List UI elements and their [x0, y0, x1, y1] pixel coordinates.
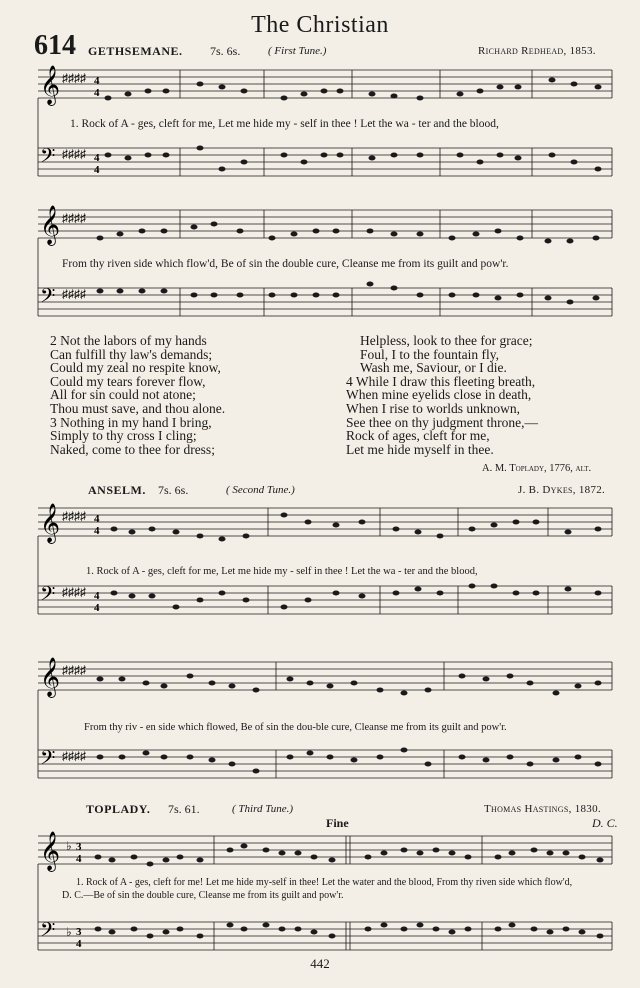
svg-text:♯♯♯♯: ♯♯♯♯ — [62, 287, 86, 301]
lyric-line: D. C.—Be of sin the double cure, Cleanse me from its guilt and pow'r. — [62, 890, 344, 901]
bass-staff — [38, 98, 612, 176]
verse-line: When I rise to worlds unknown, — [346, 400, 520, 416]
bass-clef-icon: 𝄢 — [40, 146, 56, 172]
svg-text:4: 4 — [94, 75, 100, 87]
treble-clef-icon: 𝄞 — [40, 207, 61, 244]
svg-text:♯♯♯♯: ♯♯♯♯ — [62, 71, 86, 85]
tune-note: ( First Tune.) — [268, 45, 327, 57]
bass-clef-icon: 𝄢 — [40, 748, 56, 774]
verse-line: 3 Nothing in my hand I bring, — [50, 414, 212, 430]
music-system — [0, 60, 640, 200]
verse-line: When mine eyelids close in death, — [346, 387, 532, 403]
bass-clef-icon: 𝄢 — [40, 920, 56, 946]
treble-clef-icon: 𝄞 — [40, 833, 61, 870]
verse-line: Can fulfill thy law's demands; — [50, 346, 213, 362]
composer: Thomas Hastings, 1830. — [484, 803, 601, 815]
verses-left-column — [50, 334, 225, 456]
tune-name-anselm: ANSELM. — [88, 483, 146, 497]
verse-line: 4 While I draw this fleeting breath, — [346, 373, 536, 389]
bass-clef-icon: 𝄢 — [40, 286, 56, 312]
svg-text:4: 4 — [94, 87, 100, 99]
tune-meter: 7s. 6s. — [210, 44, 241, 58]
svg-text:♯♯♯♯: ♯♯♯♯ — [62, 585, 86, 599]
lyric-line: 1. Rock of A - ges, cleft for me, Let me hide my - self in thee ! Let the wa - ter and the blood, — [70, 118, 499, 130]
music-system — [0, 200, 640, 340]
page-number: 442 — [310, 956, 330, 971]
dc-marker: D. C. — [592, 816, 618, 830]
section-title: The Christian — [251, 12, 389, 38]
verse-line: Simply to thy cross I cling; — [50, 428, 197, 444]
svg-text:4: 4 — [94, 152, 100, 164]
svg-text:3: 3 — [76, 926, 82, 938]
svg-text:4: 4 — [94, 164, 100, 176]
svg-text:4: 4 — [94, 513, 100, 525]
svg-text:4: 4 — [94, 525, 100, 537]
tune-name-gethsemane: GETHSEMANE. — [88, 44, 183, 58]
svg-text:♯♯♯♯: ♯♯♯♯ — [62, 749, 86, 763]
fine-marker: Fine — [326, 816, 349, 830]
tune-meter: 7s. 61. — [168, 802, 200, 816]
lyric-line: From thy riv - en side which flowed, Be of sin the dou-ble cure, Cleanse me from its guilt and pow'r. — [84, 722, 507, 733]
svg-text:4: 4 — [94, 590, 100, 602]
verse-line: Helpless, look to thee for grace; — [360, 333, 533, 348]
hymn-number: 614 — [34, 30, 76, 61]
verse-line: Could my zeal no respite know, — [50, 360, 221, 376]
svg-text:♭: ♭ — [66, 925, 72, 939]
tune-note: ( Third Tune.) — [232, 803, 294, 815]
lyric-line: From thy riven side which flow'd, Be of sin the double cure, Cleanse me from its guilt and pow'r. — [62, 258, 509, 270]
verse-line: See thee on thy judgment throne,— — [346, 414, 538, 430]
verse-line: Rock of ages, cleft for me, — [346, 428, 490, 444]
svg-text:4: 4 — [76, 938, 82, 950]
svg-text:♭: ♭ — [66, 839, 72, 853]
text-attribution: A. M. Toplady, 1776, alt. — [482, 463, 592, 474]
verse-line: Wash me, Saviour, or I die. — [360, 360, 507, 376]
svg-text:4: 4 — [76, 853, 82, 865]
verse-line: Let me hide myself in thee. — [346, 441, 494, 457]
composer: J. B. Dykes, 1872. — [518, 484, 606, 496]
verse-line: Could my tears forever flow, — [50, 373, 206, 389]
verse-line: Thou must save, and thou alone. — [50, 400, 226, 416]
svg-text:♯♯♯♯: ♯♯♯♯ — [62, 211, 86, 225]
composer: Richard Redhead, 1853. — [478, 45, 596, 57]
bass-clef-icon: 𝄢 — [40, 584, 56, 610]
treble-clef-icon: 𝄞 — [40, 505, 61, 542]
verse-line: Naked, come to thee for dress; — [50, 441, 215, 457]
svg-text:3: 3 — [76, 841, 82, 853]
tune-name-toplady: TOPLADY. — [86, 802, 151, 816]
treble-clef-icon: 𝄞 — [40, 659, 61, 696]
svg-text:♯♯♯♯: ♯♯♯♯ — [62, 509, 86, 523]
lyric-line: 1. Rock of A - ges, cleft for me! Let me hide my-self in thee! Let the water and the blood, From thy riven side which flow'd, — [76, 877, 573, 888]
verses-right-column — [346, 334, 538, 456]
tune-note: ( Second Tune.) — [226, 484, 295, 496]
verse-line: Foul, I to the fountain fly, — [360, 346, 499, 362]
lyric-line: 1. Rock of A - ges, cleft for me, Let me hide my - self in thee ! Let the wa - ter and the blood, — [86, 566, 478, 577]
treble-clef-icon: 𝄞 — [40, 67, 61, 104]
svg-text:4: 4 — [94, 602, 100, 614]
verse-line: All for sin could not atone; — [50, 387, 196, 403]
tune-meter: 7s. 6s. — [158, 483, 189, 497]
verse-line: 2 Not the labors of my hands — [50, 333, 207, 348]
svg-text:♯♯♯♯: ♯♯♯♯ — [62, 147, 86, 161]
svg-text:♯♯♯♯: ♯♯♯♯ — [62, 663, 86, 677]
treble-staff — [38, 66, 612, 106]
